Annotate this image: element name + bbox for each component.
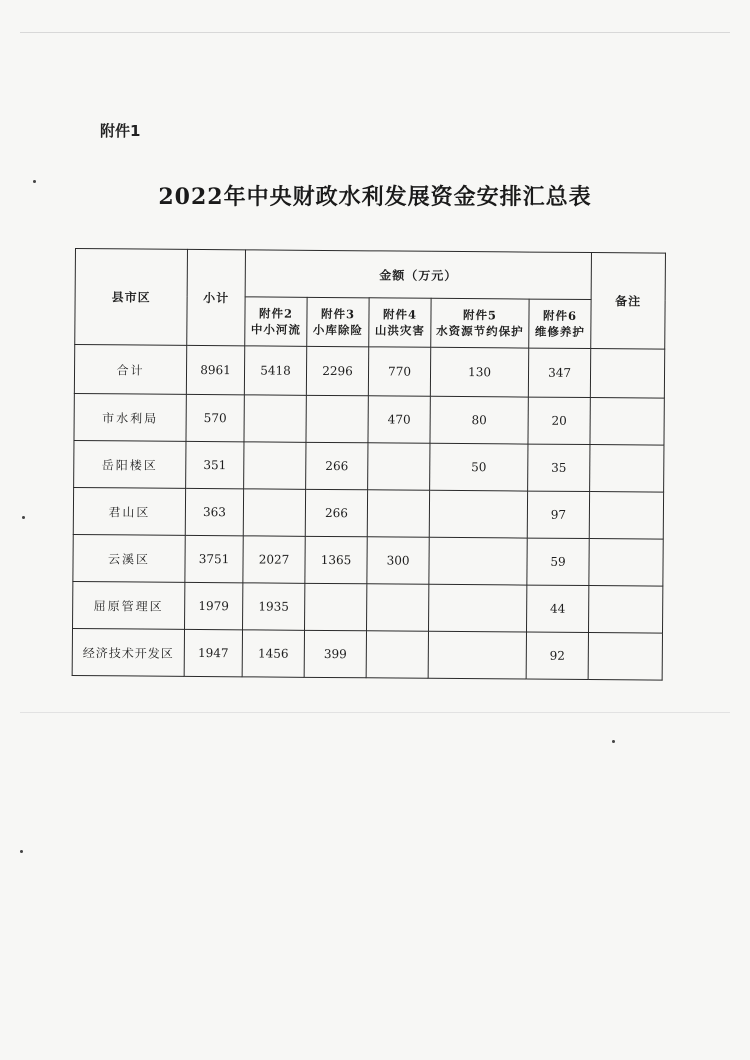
attachment-label: 附件1 — [100, 122, 141, 140]
header-attachment-number: 附件3 — [320, 306, 356, 322]
table-row — [73, 534, 663, 586]
cell-small-rivers: 1935 — [243, 583, 305, 630]
cell-flash-flood — [368, 443, 430, 490]
cell-small-rivers: 5418 — [244, 346, 306, 395]
header-subtotal: 小计 — [187, 249, 246, 345]
header-attachment-number: 附件5 — [462, 308, 498, 323]
cell-region: 市水利局 — [74, 393, 186, 441]
cell-subtotal: 351 — [186, 441, 244, 488]
cell-flash-flood: 470 — [368, 396, 430, 443]
cell-reservoir-safety: 1365 — [305, 536, 367, 583]
scan-dot — [612, 740, 615, 743]
cell-reservoir-safety: 399 — [304, 630, 366, 677]
funding-summary-table — [72, 248, 666, 681]
cell-water-conservation: 130 — [430, 347, 528, 397]
cell-maintenance: 92 — [526, 632, 588, 679]
cell-maintenance: 35 — [528, 444, 590, 491]
scan-artifact-line — [20, 32, 730, 33]
header-col-small-rivers — [245, 297, 307, 346]
cell-reservoir-safety: 266 — [305, 489, 367, 536]
cell-remarks — [590, 349, 664, 399]
cell-reservoir-safety: 2296 — [306, 346, 368, 395]
cell-maintenance: 44 — [526, 585, 588, 632]
header-col-maintenance — [529, 299, 591, 348]
cell-region: 岳阳楼区 — [74, 440, 186, 488]
cell-subtotal: 3751 — [185, 535, 243, 582]
table-row — [73, 581, 663, 633]
cell-small-rivers: 1456 — [242, 630, 304, 677]
cell-reservoir-safety: 266 — [306, 442, 368, 489]
cell-region: 君山区 — [73, 487, 185, 535]
cell-water-conservation — [429, 537, 527, 585]
header-col-flash-flood — [369, 298, 431, 347]
cell-maintenance: 347 — [528, 348, 590, 397]
cell-remarks — [590, 445, 664, 493]
header-category: 中小河流 — [250, 322, 301, 337]
table-row — [73, 487, 663, 539]
document-title: 2022年中央财政水利发展资金安排汇总表 — [158, 184, 592, 210]
cell-remarks — [588, 633, 662, 681]
cell-flash-flood: 300 — [367, 537, 429, 584]
cell-region: 屈原管理区 — [73, 581, 185, 629]
cell-maintenance: 59 — [527, 538, 589, 585]
cell-subtotal: 1947 — [184, 629, 242, 676]
cell-flash-flood — [366, 631, 428, 678]
cell-small-rivers: 2027 — [243, 536, 305, 583]
scan-dot — [20, 850, 23, 853]
header-attachment-number: 附件4 — [382, 307, 418, 322]
cell-water-conservation — [429, 584, 527, 632]
cell-maintenance: 97 — [527, 491, 589, 538]
cell-small-rivers — [244, 395, 306, 442]
cell-small-rivers — [243, 489, 305, 536]
cell-region: 经济技术开发区 — [72, 628, 184, 676]
cell-remarks — [589, 492, 663, 540]
cell-remarks — [589, 586, 663, 634]
scan-dot — [22, 516, 25, 519]
table-row — [74, 440, 664, 492]
cell-subtotal: 570 — [186, 394, 244, 441]
cell-remarks — [590, 398, 664, 446]
cell-subtotal: 1979 — [185, 582, 243, 629]
header-attachment-number: 附件2 — [258, 306, 294, 321]
header-attachment-number: 附件6 — [542, 308, 578, 323]
header-category: 小库除险 — [312, 322, 363, 338]
header-col-water-conservation — [431, 298, 529, 348]
cell-subtotal: 8961 — [186, 345, 244, 394]
header-region: 县市区 — [75, 249, 188, 346]
cell-reservoir-safety — [305, 583, 367, 630]
table-row — [74, 393, 664, 445]
cell-subtotal: 363 — [185, 488, 243, 535]
cell-water-conservation: 50 — [430, 443, 528, 491]
cell-small-rivers — [244, 442, 306, 489]
cell-region: 合计 — [74, 345, 186, 395]
cell-water-conservation: 80 — [430, 396, 528, 444]
scan-artifact-line — [20, 712, 730, 713]
cell-flash-flood — [367, 584, 429, 631]
header-amount-group: 金额（万元） — [245, 250, 591, 300]
header-col-reservoir-safety — [307, 297, 369, 346]
table-row — [72, 628, 662, 680]
cell-flash-flood — [367, 490, 429, 537]
table-row-total — [74, 345, 664, 399]
header-category: 山洪灾害 — [374, 323, 425, 338]
cell-region: 云溪区 — [73, 534, 185, 582]
header-category: 维修养护 — [534, 324, 585, 340]
cell-remarks — [589, 539, 663, 587]
cell-flash-flood: 770 — [368, 347, 430, 396]
cell-maintenance: 20 — [528, 397, 590, 444]
cell-water-conservation — [429, 490, 527, 538]
cell-reservoir-safety — [306, 395, 368, 442]
header-category: 水资源节约保护 — [436, 323, 524, 339]
header-remarks: 备注 — [591, 253, 666, 350]
cell-water-conservation — [428, 631, 526, 679]
